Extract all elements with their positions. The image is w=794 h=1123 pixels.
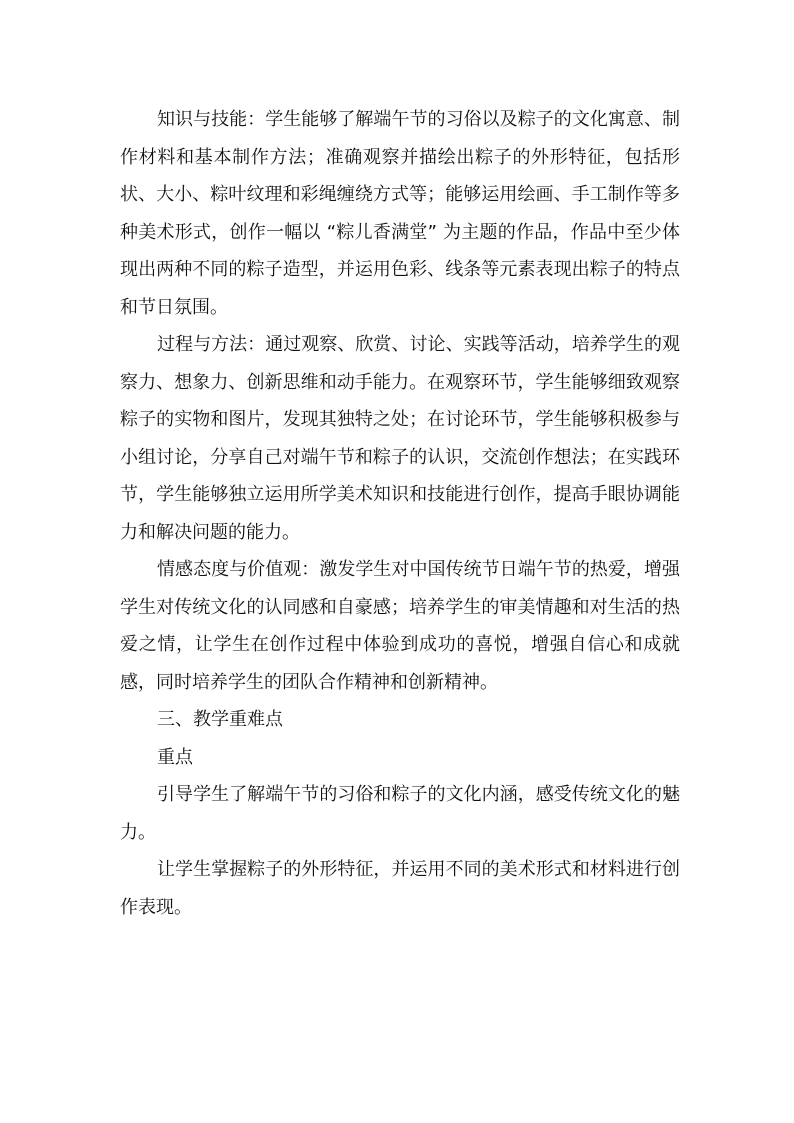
paragraph-emotion-values: 情感态度与价值观：激发学生对中国传统节日端午节的热爱，增强学生对传统文化的认同感和自豪感；培养学生的审美情趣和对生活的热爱之情，让学生在创作过程中体验到成功的喜悦，增强自信心和成就感，同时培养学生的团队合作精神和创新精神。: [120, 559, 680, 693]
paragraph-key-point-2: 让学生掌握粽子的外形特征，并运用不同的美术形式和材料进行创作表现。: [120, 859, 680, 918]
paragraph-process-method: 过程与方法：通过观察、欣赏、讨论、实践等活动，培养学生的观察力、想象力、创新思维和动手能力。在观察环节，学生能够细致观察粽子的实物和图片，发现其独特之处；在讨论环节，学生能够积极参与小组讨论，分享自己对端午节和粽子的认识，交流创作想法；在实践环节，学生能够独立运用所学美术知识和技能进行创作，提高手眼协调能力和解决问题的能力。: [120, 334, 680, 543]
subheading-key-points: 重点: [157, 746, 193, 768]
paragraph-key-point-1: 引导学生了解端午节的习俗和粽子的文化内涵，感受传统文化的魅力。: [120, 784, 680, 843]
paragraph-knowledge-skills: 知识与技能：学生能够了解端午节的习俗以及粽子的文化寓意、制作材料和基本制作方法；准确观察并描绘出粽子的外形特征，包括形状、大小、粽叶纹理和彩绳缠绕方式等；能够运用绘画、手工制作等多种美术形式，创作一幅以 “粽儿香满堂” 为主题的作品，作品中至少体现出两种不同的粽子造型，并运用色彩、线条等元素表现出粽子的特点和节日氛围。: [120, 109, 680, 318]
document-page: [120, 101, 680, 926]
section-heading-teaching-key-difficulties: 三、教学重难点: [157, 709, 283, 730]
